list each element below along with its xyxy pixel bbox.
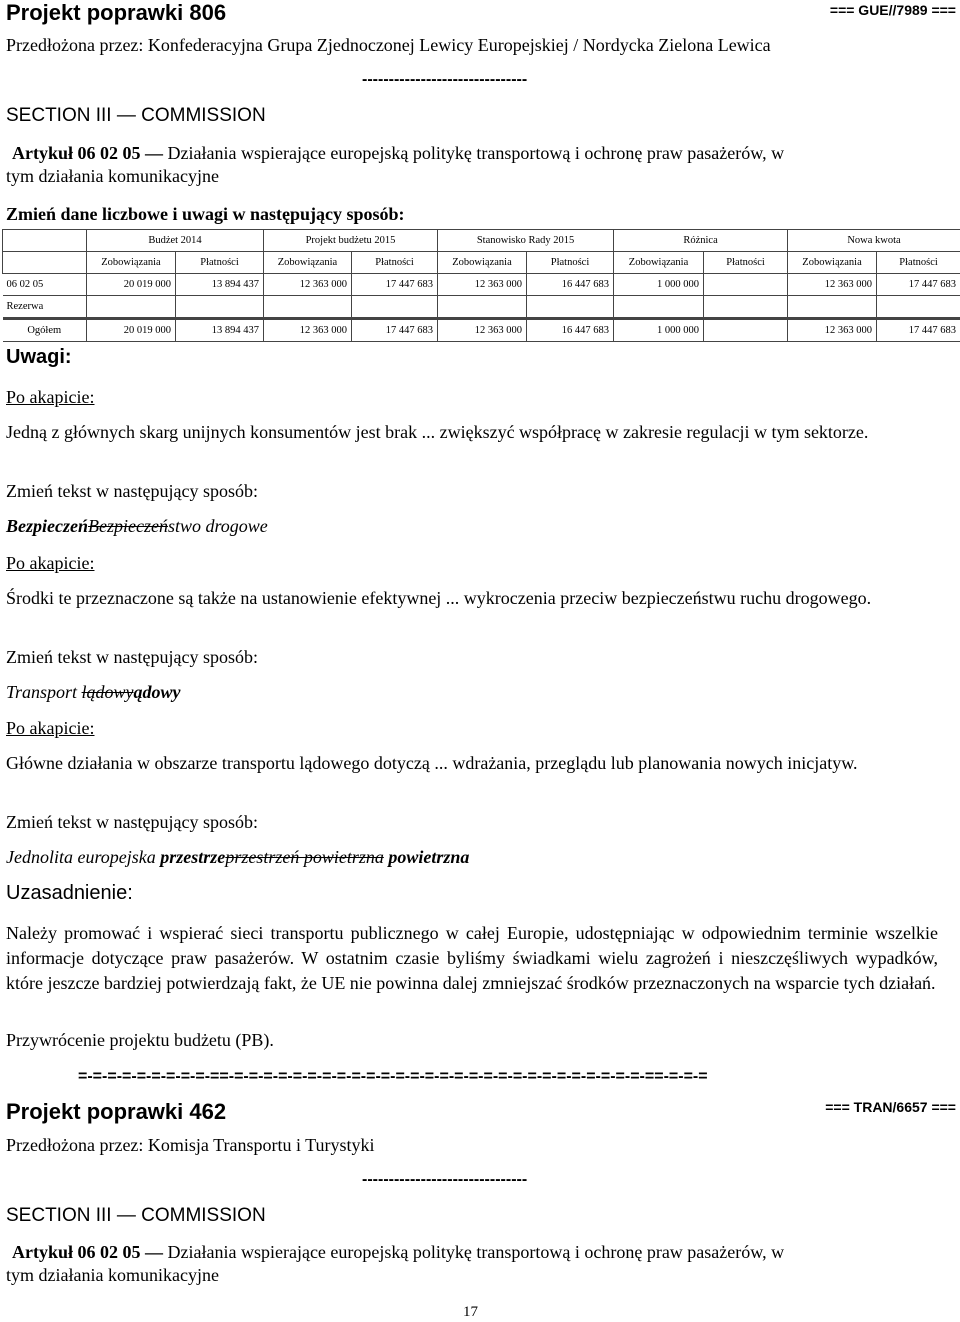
table-group-header (3, 230, 960, 252)
cell: 17 447 683 (877, 319, 960, 342)
budget-table (2, 229, 960, 342)
inserted-text: powietrzna (383, 847, 470, 867)
text-edit (6, 847, 469, 868)
cell: 16 447 683 (527, 319, 614, 342)
cell: 12 363 000 (438, 274, 527, 296)
cell: 12 363 000 (788, 274, 877, 296)
remarks-paragraph: Jedną z głównych skarg unijnych konsumentów jest brak ... zwiększyć współpracę w zakresie regulacji w tym sektorze. (6, 422, 869, 442)
separator: ------------------------------- (362, 1171, 528, 1188)
text-edit (6, 682, 181, 703)
cell (704, 274, 788, 296)
amendment-title: Projekt poprawki 462 (6, 1099, 227, 1124)
cell: 20 019 000 (87, 274, 176, 296)
unchanged-text: Transport (6, 682, 82, 702)
justification-paragraph: Należy promować i wspierać sieci transportu publicznego w całej Europie, udostępniając w odpowiednim terminie wszelkie informacje dotyczące praw pasażerów. W ostatnim czasie byliśmy świadkami wielu zagrożeń i nieszczęśliwych wypadków, które jeszcze bardziej potwierdzają fakt, że UE nie powinna dalej zmniejszać środków przeznaczonych na wsparcie tych działań. (6, 923, 938, 993)
cell: 20 019 000 (87, 319, 176, 342)
remarks-paragraph: Środki te przeznaczone są także na ustanowienie efektywnej ... wykroczenia przeciw bezpieczeństwu ruchu drogowego. (6, 588, 872, 608)
subheader: Zobowiązania (87, 252, 176, 274)
section-heading: SECTION III — COMMISSION (6, 105, 266, 126)
table-subheader (3, 252, 960, 274)
after-paragraph-label: Po akapicie: (6, 718, 95, 738)
table-row (3, 274, 960, 296)
cell: 16 447 683 (527, 274, 614, 296)
deleted-text: Bezpieczeń (87, 516, 168, 536)
subheader: Płatności (704, 252, 788, 274)
change-text-label: Zmień tekst w następujący sposób: (6, 812, 258, 832)
deleted-text: przestrzeń powietrzna (225, 847, 384, 867)
table-row (3, 296, 960, 319)
inserted-text: ądowy (133, 682, 181, 702)
change-heading: Zmień dane liczbowe i uwagi w następujący sposób: (6, 204, 405, 224)
change-text-label: Zmień tekst w następujący sposób: (6, 481, 258, 501)
subheader: Płatności (176, 252, 264, 274)
amendment-title: Projekt poprawki 806 (6, 0, 227, 25)
cell: 17 447 683 (352, 319, 438, 342)
inserted-text: Bezpieczeń (6, 516, 88, 536)
cell: 17 447 683 (877, 274, 960, 296)
subheader: Zobowiązania (438, 252, 527, 274)
group-header: Stanowisko Rady 2015 (438, 230, 614, 252)
subheader: Płatności (352, 252, 438, 274)
article-line-1 (12, 143, 784, 164)
article-line-2: tym działania komunikacyjne (6, 1265, 219, 1285)
submitted-by: Przedłożona przez: Komisja Transportu i Turystyki (6, 1135, 375, 1155)
cell: 13 894 437 (176, 274, 264, 296)
group-header: Różnica (614, 230, 788, 252)
group-header: Budżet 2014 (87, 230, 264, 252)
section-heading: SECTION III — COMMISSION (6, 1205, 266, 1226)
change-text-label: Zmień tekst w następujący sposób: (6, 647, 258, 667)
restore-note: Przywrócenie projektu budżetu (PB). (6, 1030, 274, 1050)
subheader: Płatności (527, 252, 614, 274)
article-line-1 (12, 1242, 784, 1263)
amendment-code: === TRAN/6657 === (825, 1099, 956, 1115)
text-edit (6, 516, 268, 537)
unchanged-text: stwo drogowe (167, 516, 268, 536)
cell (704, 319, 788, 342)
amendment-code: === GUE//7989 === (829, 2, 956, 18)
subheader: Płatności (877, 252, 960, 274)
page-number: 17 (463, 1304, 478, 1320)
justification-heading: Uzasadnienie: (6, 882, 133, 904)
cell: 12 363 000 (788, 319, 877, 342)
subheader: Zobowiązania (788, 252, 877, 274)
deleted-text: lądowy (81, 682, 134, 702)
article-text: Działania wspierające europejską politykę transportową i ochronę praw pasażerów, w (167, 143, 785, 163)
cell: 1 000 000 (614, 274, 704, 296)
cell: 12 363 000 (438, 319, 527, 342)
separator: ------------------------------- (362, 71, 528, 88)
cell: 12 363 000 (264, 319, 352, 342)
remarks-heading: Uwagi: (6, 346, 72, 368)
article-text: Działania wspierające europejską politykę transportową i ochronę praw pasażerów, w (167, 1242, 785, 1262)
divider: =-=-=-=-=-=-=-=-=-==-=-=-=-=-=-=-=-=-=-=-=-=-=-=-=-=-=-=-=-=-=-=-=-=-=-=-=-=-==-=-=-= (78, 1068, 708, 1085)
article-line-2: tym działania komunikacyjne (6, 166, 219, 186)
group-header: Nowa kwota (788, 230, 960, 252)
cell: 1 000 000 (614, 319, 704, 342)
group-header: Projekt budżetu 2015 (264, 230, 438, 252)
table-row-total (3, 319, 960, 342)
row-label: Ogółem (3, 319, 87, 342)
subheader: Zobowiązania (264, 252, 352, 274)
after-paragraph-label: Po akapicie: (6, 553, 95, 573)
row-label: 06 02 05 (3, 274, 87, 296)
cell: 13 894 437 (176, 319, 264, 342)
remarks-paragraph: Główne działania w obszarze transportu lądowego dotyczą ... wdrażania, przeglądu lub planowania nowych inicjatyw. (6, 753, 858, 773)
cell: 17 447 683 (352, 274, 438, 296)
article-label: Artykuł 06 02 05 — (12, 143, 164, 163)
after-paragraph-label: Po akapicie: (6, 387, 95, 407)
cell: 12 363 000 (264, 274, 352, 296)
submitted-by: Przedłożona przez: Konfederacyjna Grupa Zjednoczonej Lewicy Europejskiej / Nordycka Zielona Lewica (6, 35, 771, 55)
unchanged-text: Jednolita europejska (6, 847, 161, 867)
article-label: Artykuł 06 02 05 — (12, 1242, 164, 1262)
subheader: Zobowiązania (614, 252, 704, 274)
inserted-text: przestrze (160, 847, 226, 867)
row-label: Rezerwa (3, 296, 87, 319)
